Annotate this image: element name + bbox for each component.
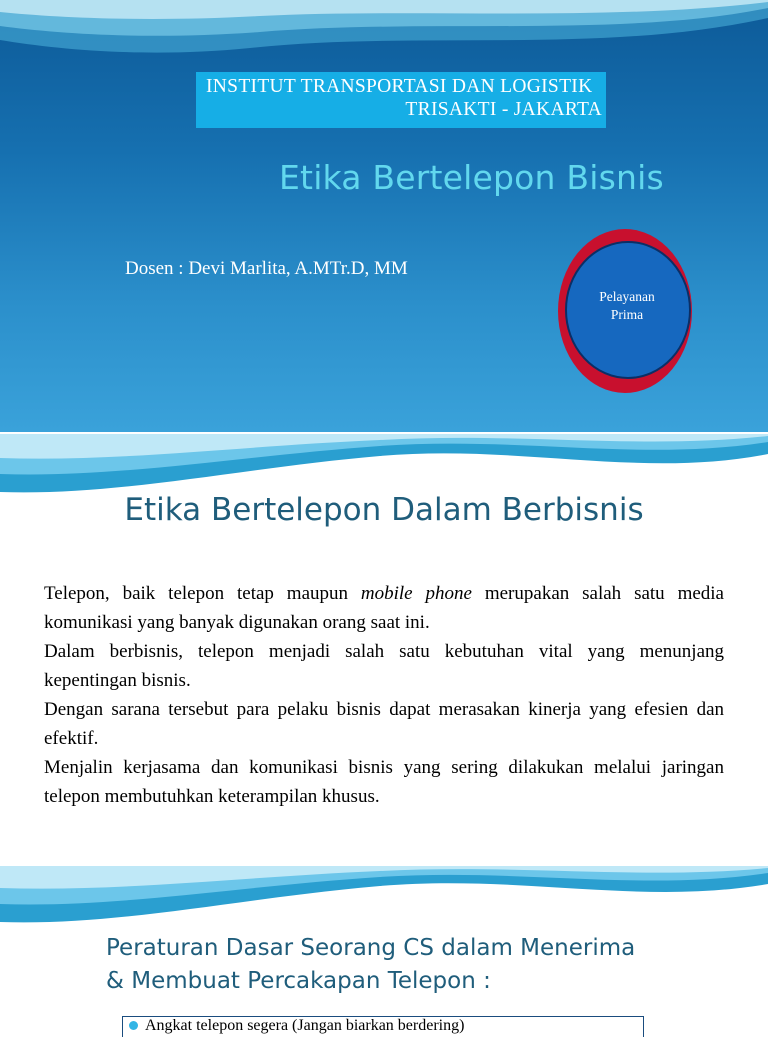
institute-line-1: INSTITUT TRANSPORTASI DAN LOGISTIK <box>206 76 593 97</box>
wave-decoration <box>0 866 768 936</box>
institute-banner <box>196 72 606 128</box>
paragraph <box>44 579 724 637</box>
bullet-icon <box>129 1021 138 1030</box>
lecturer-name: Dosen : Devi Marlita, A.MTr.D, MM <box>125 258 408 279</box>
badge-label <box>577 288 677 324</box>
institute-line-2: TRISAKTI - JAKARTA <box>405 99 602 120</box>
heading-line-2: & Membuat Percakapan Telepon : <box>106 968 491 994</box>
slide-heading: Etika Bertelepon Dalam Berbisnis <box>124 492 644 528</box>
badge-line-2: Prima <box>610 307 644 322</box>
title-slide <box>0 0 768 432</box>
slide-heading <box>106 932 746 998</box>
slide-title: Etika Bertelepon Bisnis <box>279 158 664 197</box>
paragraph: Menjalin kerjasama dan komunikasi bisnis yang sering dilakukan melalui jaringan telepon membutuhkan keterampilan khusus. <box>44 757 724 807</box>
slide-body <box>44 579 724 811</box>
italic-text: mobile phone <box>360 583 472 604</box>
text-run: merupakan salah satu media komunikasi yang banyak digunakan orang saat ini. <box>44 583 724 633</box>
heading-line-1: Peraturan Dasar Seorang CS dalam Menerima <box>106 935 636 961</box>
bullet-text: Angkat telepon segera (Jangan biarkan berdering) <box>145 1017 465 1034</box>
text-run: Telepon, baik telepon tetap maupun <box>44 583 361 604</box>
wave-decoration <box>0 0 768 70</box>
rules-slide <box>0 866 768 1034</box>
paragraph: Dalam berbisnis, telepon menjadi salah satu kebutuhan vital yang menunjang kepentingan bisnis. <box>44 641 724 691</box>
content-slide <box>0 434 768 864</box>
bullet-box <box>122 1016 644 1037</box>
paragraph: Dengan sarana tersebut para pelaku bisnis dapat merasakan kinerja yang efesien dan efektif. <box>44 699 724 749</box>
badge-line-1: Pelayanan <box>599 289 655 304</box>
